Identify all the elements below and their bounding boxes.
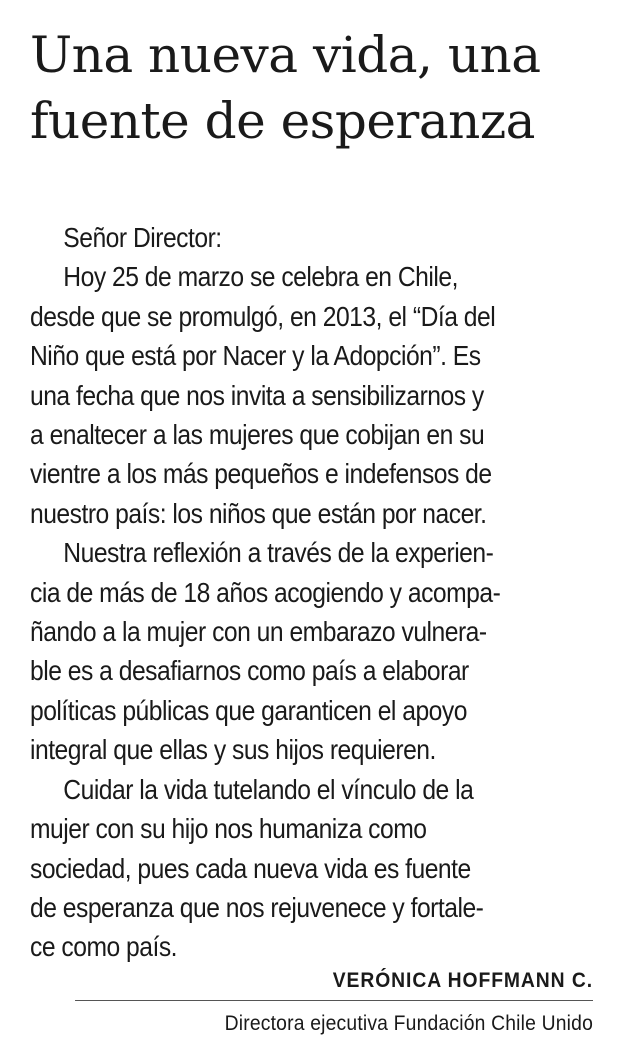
paragraph-line: a enaltecer a las mujeres que cobijan en su (30, 419, 485, 451)
paragraph-line: de esperanza que nos rejuvenece y fortale- (30, 891, 484, 923)
paragraph-line: ble es a desafiarnos como país a elaborar (30, 655, 469, 687)
paragraph-line: cia de más de 18 años acogiendo y acompa- (30, 576, 501, 608)
paragraph-line: nuestro país: los niños que están por nacer. (30, 497, 487, 529)
paragraph-line: Cuidar la vida tutelando el vínculo de la (63, 773, 474, 805)
paragraph-line: desde que se promulgó, en 2013, el “Día del (30, 300, 496, 332)
headline-line-1: Una nueva vida, una (30, 26, 541, 84)
paragraph-line: ñando a la mujer con un embarazo vulnera- (30, 616, 487, 648)
paragraph-line: mujer con su hijo nos humaniza como (30, 813, 427, 845)
paragraph-line: una fecha que nos invita a sensibilizarnos y (30, 379, 484, 411)
headline-line-2: fuente de esperanza (30, 92, 535, 150)
salutation: Señor Director: (63, 222, 222, 253)
author-name: VERÓNICA HOFFMANN C. (75, 966, 593, 1001)
paragraph-line: vientre a los más pequeños e indefensos de (30, 458, 492, 490)
paragraph-line: integral que ellas y sus hijos requieren. (30, 734, 436, 766)
paragraph-line: Niño que está por Nacer y la Adopción”. Es (30, 340, 481, 372)
paragraph-3 (30, 770, 595, 967)
headline (30, 22, 595, 154)
signature-block (30, 966, 593, 1038)
paragraph-2 (30, 533, 595, 769)
letter-body (30, 218, 595, 967)
letter-article (30, 22, 595, 967)
paragraph-line: Hoy 25 de marzo se celebra en Chile, (63, 261, 458, 293)
paragraph-1 (30, 257, 595, 533)
author-role: Directora ejecutiva Fundación Chile Unido (224, 1012, 594, 1035)
paragraph-line: ce como país. (30, 931, 178, 963)
paragraph-line: sociedad, pues cada nueva vida es fuente (30, 852, 471, 884)
paragraph-line: Nuestra reflexión a través de la experien- (63, 537, 494, 569)
paragraph-line: políticas públicas que garanticen el apoyo (30, 694, 467, 726)
